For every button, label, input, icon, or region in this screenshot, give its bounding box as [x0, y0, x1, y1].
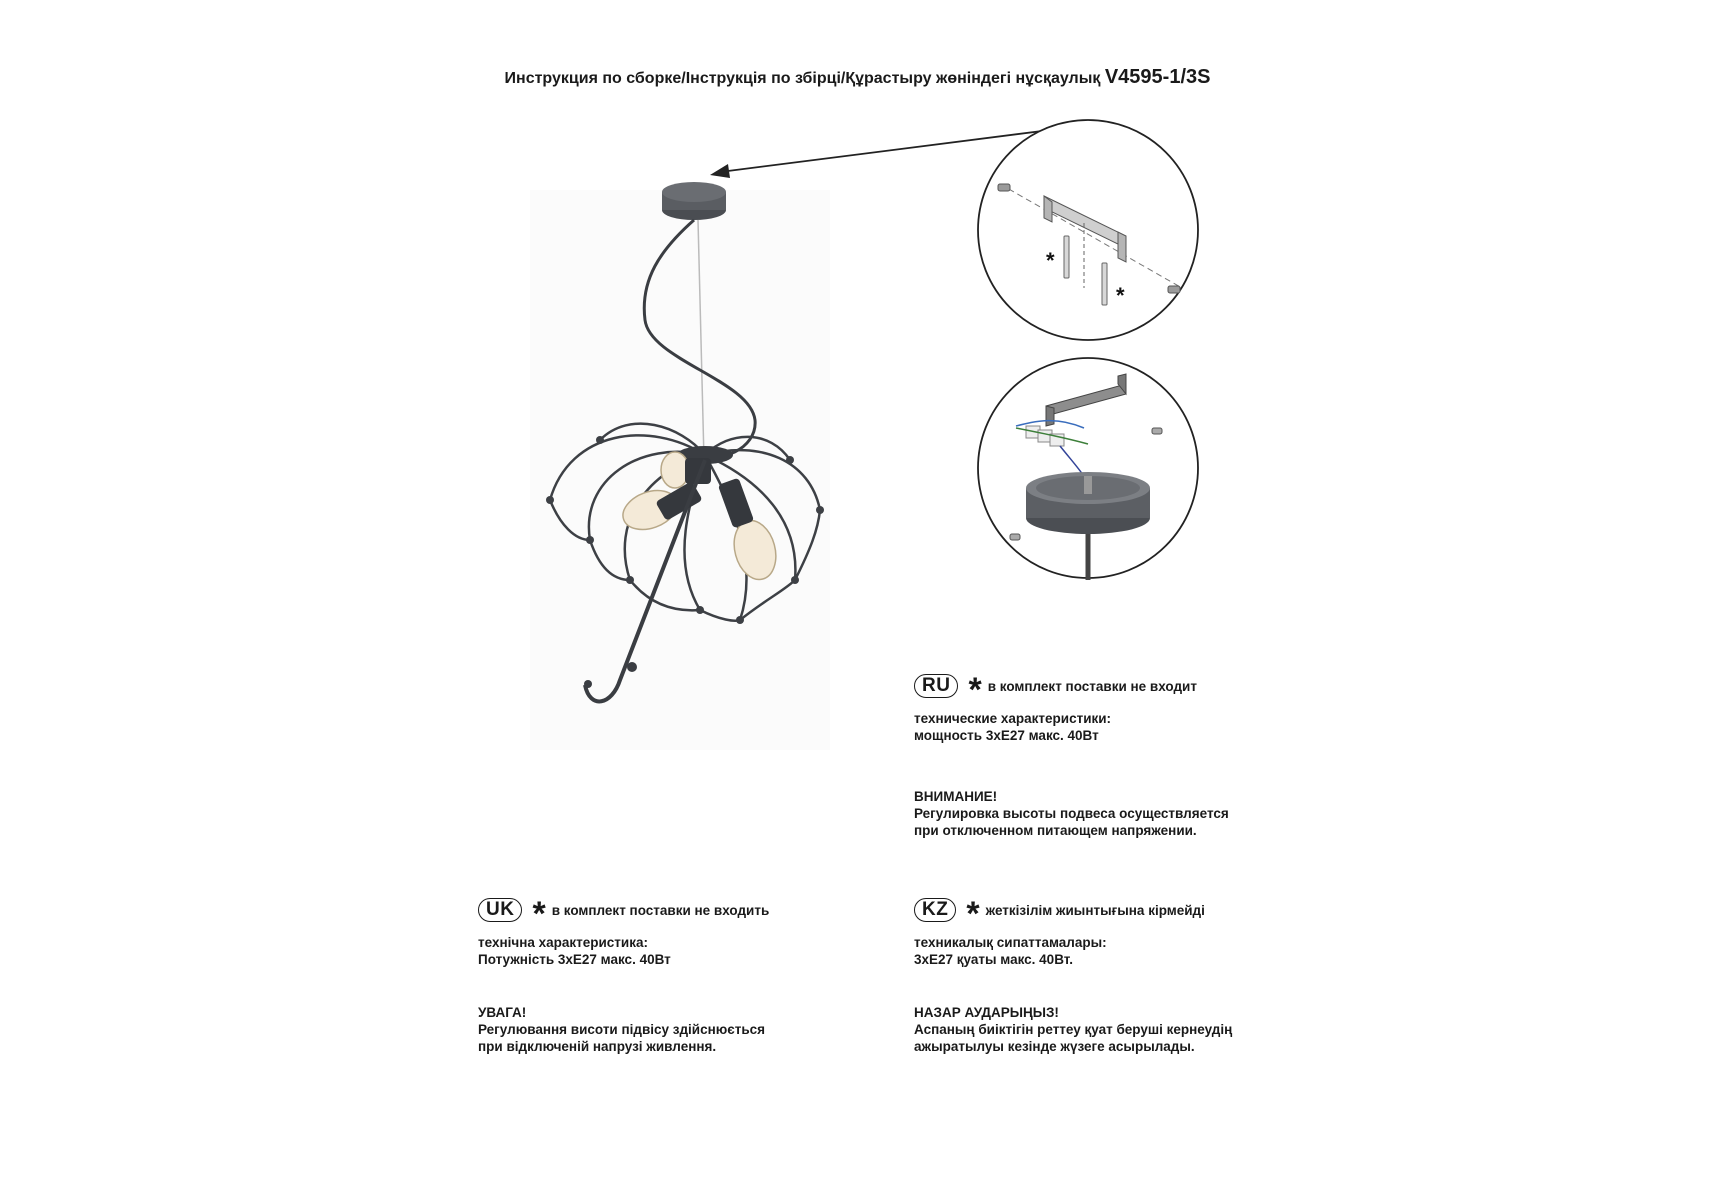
language-badge-ru: RU — [914, 674, 958, 698]
warning-line: при отключенном питающем напряжении. — [914, 823, 1197, 838]
asterisk-mark: * — [1116, 283, 1125, 308]
warning-line: при відключеній напрузі живлення. — [478, 1039, 717, 1054]
spec-value: 3хЕ27 қуаты макс. 40Вт. — [914, 952, 1073, 967]
ru-specs — [914, 710, 1229, 744]
spec-title: технические характеристики: — [914, 711, 1112, 726]
not-included-note: жеткізілім жиынтығына кірмейді — [985, 903, 1205, 918]
asterisk-mark: * — [968, 671, 982, 709]
model-number: V4595-1/3S — [1104, 66, 1211, 88]
asterisk-mark: * — [1046, 248, 1055, 273]
asterisk-mark: * — [532, 895, 546, 933]
not-included-note: в комплект поставки не входит — [987, 679, 1197, 694]
warning-line: Регулировка высоты подвеса осуществляется — [914, 806, 1229, 821]
warning-title: УВАГА! — [478, 1005, 527, 1020]
spec-value: мощность 3хЕ27 макс. 40Вт — [914, 728, 1099, 743]
spec-value: Потужність 3хЕ27 макс. 40Вт — [478, 952, 671, 967]
ru-header — [914, 671, 1229, 709]
ru-section — [914, 671, 1229, 839]
kz-specs — [914, 934, 1232, 968]
spec-title: технічна характеристика: — [478, 935, 648, 950]
kz-header — [914, 895, 1232, 933]
uk-warning — [478, 1004, 769, 1055]
not-included-note: в комплект поставки не входить — [551, 903, 770, 918]
kz-warning — [914, 1004, 1232, 1055]
ru-warning — [914, 788, 1229, 839]
lamp-illustration — [500, 180, 870, 780]
kz-section — [914, 895, 1233, 1055]
bracket-detail-diagram — [976, 118, 1200, 342]
title-text: Инструкция по сборке/Інструкція по збірці/Құрастыру жөніндегі нұсқаулық — [504, 70, 1101, 87]
warning-title: НАЗАР АУДАРЫҢЫЗ! — [914, 1005, 1059, 1020]
uk-header — [478, 895, 770, 933]
page-title — [0, 66, 1715, 89]
uk-section — [478, 895, 770, 1055]
spec-title: техникалық сипаттамалары: — [914, 935, 1107, 950]
warning-line: Регулювання висоти підвісу здійснюється — [478, 1022, 766, 1037]
wiring-detail-diagram — [976, 356, 1200, 580]
warning-line: ажыратылуы кезінде жүзеге асырылады. — [914, 1039, 1195, 1054]
uk-specs — [478, 934, 769, 968]
warning-title: ВНИМАНИЕ! — [914, 789, 998, 804]
warning-line: Аспаның биіктігін реттеу қуат беруші кернеудің — [914, 1022, 1233, 1037]
asterisk-mark: * — [966, 895, 980, 933]
language-badge-kz: KZ — [914, 898, 956, 922]
language-badge-uk: UK — [478, 898, 522, 922]
